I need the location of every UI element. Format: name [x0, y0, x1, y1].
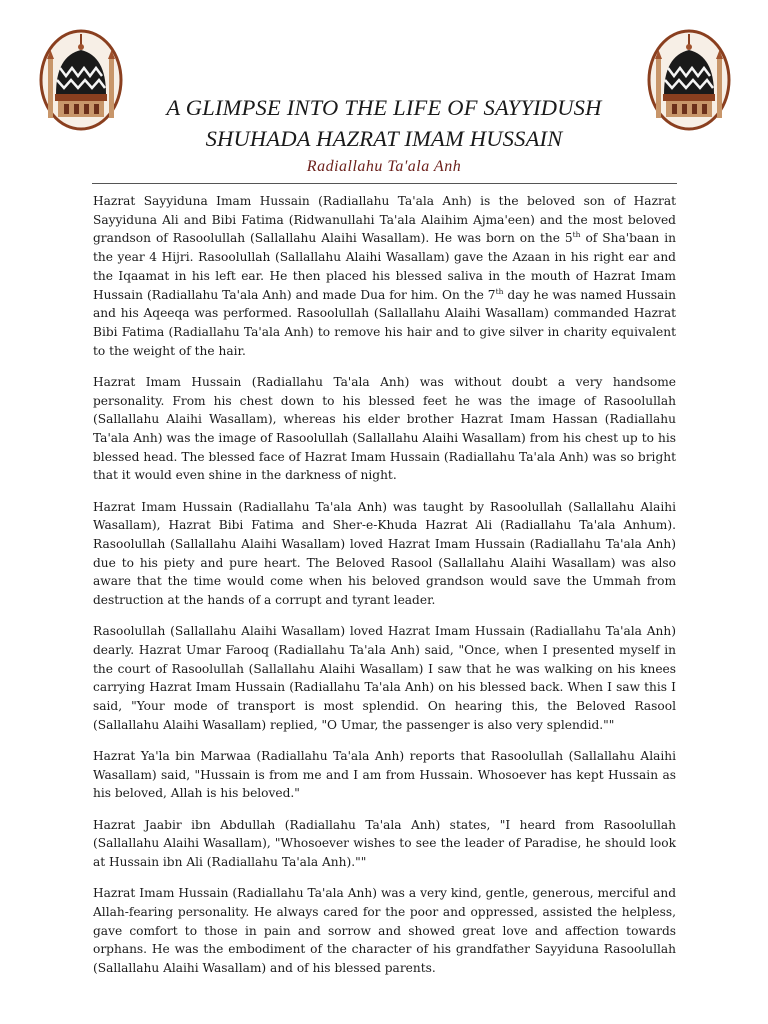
- paragraph-6: Hazrat Jaabir ibn Abdullah (Radiallahu Ta'ala Anh) states, "I heard from Rasoolullah (Sallallahu Alaihi Wasallam), "Whosoever wishes to see the leader of Paradise, he should look at Hussain ibn Ali (Radiallahu Ta'ala Anh)."": [93, 817, 676, 869]
- article-body: [93, 192, 676, 990]
- paragraph-1-part-c: day he was named Hussain and his Aqeeqa was performed. Rasoolullah (Sallallahu Alaihi Wasallam) commanded Hazrat Bibi Fatima (Radiallahu Ta'ala Anh) to remove his hair and to give silver in charity equivalent to the weight of the hair.: [93, 287, 676, 358]
- paragraph-3: Hazrat Imam Hussain (Radiallahu Ta'ala Anh) was taught by Rasoolullah (Sallallahu Alaihi Wasallam), Hazrat Bibi Fatima and Sher-e-Khuda Hazrat Ali (Radiallahu Ta'ala Anhum). Rasoolullah (Sallallahu Alaihi Wasallam) loved Hazrat Imam Hussain (Radiallahu Ta'ala Anh) due to his piety and pure heart. The Beloved Rasool (Sallallahu Alaihi Wasallam) was also aware that the time would come when his beloved grandson would save the Ummah from destruction at the hands of a corrupt and tyrant leader.: [93, 499, 676, 608]
- page-title: [110, 92, 658, 154]
- dome-emblem-icon: [646, 28, 732, 132]
- paragraph-2: Hazrat Imam Hussain (Radiallahu Ta'ala Anh) was without doubt a very handsome personality. From his chest down to his blessed feet he was the image of Rasoolullah (Sallallahu Alaihi Wasallam), whereas his elder brother Hazrat Imam Hassan (Radiallahu Ta'ala Anh) was the image of Rasoolullah (Sallallahu Alaihi Wasallam) from his chest up to his blessed head. The blessed face of Hazrat Imam Hussain (Radiallahu Ta'ala Anh) was so bright that it would even shine in the darkness of night.: [93, 374, 676, 483]
- paragraph-5: Hazrat Ya'la bin Marwaa (Radiallahu Ta'ala Anh) reports that Rasoolullah (Sallallahu Alaihi Wasallam) said, "Hussain is from me and I am from Hussain. Whosoever has kept Hussain as his beloved, Allah is his beloved.": [93, 748, 676, 801]
- paragraph-1-part-b: of Sha'baan in the year 4 Hijri. Rasoolullah (Sallallahu Alaihi Wasallam) gave the Azaan in his right ear and the Iqaamat in his left ear. He then placed his blessed saliva in the mouth of Hazrat Imam Hussain (Radiallahu Ta'ala Anh) and made Dua for him. On the 7: [93, 231, 677, 302]
- title-line-1: A GLIMPSE INTO THE LIFE OF SAYYIDUSH: [166, 95, 602, 120]
- paragraph-7: Hazrat Imam Hussain (Radiallahu Ta'ala Anh) was a very kind, gentle, generous, merciful and Allah-fearing personality. He always cared for the poor and oppressed, assisted the helpless, gave comfort to those in pain and sorrow and showed great love and affection towards orphans. He was the embodiment of the character of his grandfather Sayyiduna Rasoolullah (Sallallahu Alaihi Wasallam) and of his blessed parents.: [93, 886, 676, 976]
- paragraph-1: [93, 192, 676, 360]
- ordinal-suffix: th: [572, 230, 581, 240]
- ordinal-suffix: th: [495, 286, 504, 296]
- title-line-2: SHUHADA HAZRAT IMAM HUSSAIN: [205, 126, 563, 151]
- paragraph-1-part-a: Hazrat Sayyiduna Imam Hussain (Radiallahu Ta'ala Anh) is the beloved son of Hazrat Sayyiduna Ali and Bibi Fatima (Ridwanullahi Ta'ala Alaihim Ajma'een) and the most beloved grandson of Rasoolullah (Sallallahu Alaihi Wasallam). He was born on the 5: [93, 194, 676, 246]
- paragraph-4: Rasoolullah (Sallallahu Alaihi Wasallam) loved Hazrat Imam Hussain (Radiallahu Ta'ala Anh) dearly. Hazrat Umar Farooq (Radiallahu Ta'ala Anh) said, "Once, when I presented myself in the court of Rasoolullah (Sallallahu Alaihi Wasallam) I saw that he was walking on his knees carrying Hazrat Imam Hussain (Radiallahu Ta'ala Anh) on his blessed back. When I saw this I said, "Your mode of transport is most splendid. On hearing this, the Beloved Rasool (Sallallahu Alaihi Wasallam) replied, "O Umar, the passenger is also very splendid."": [93, 624, 676, 732]
- title-divider: [92, 183, 677, 184]
- page-subtitle: Radiallahu Ta'ala Anh: [306, 158, 462, 175]
